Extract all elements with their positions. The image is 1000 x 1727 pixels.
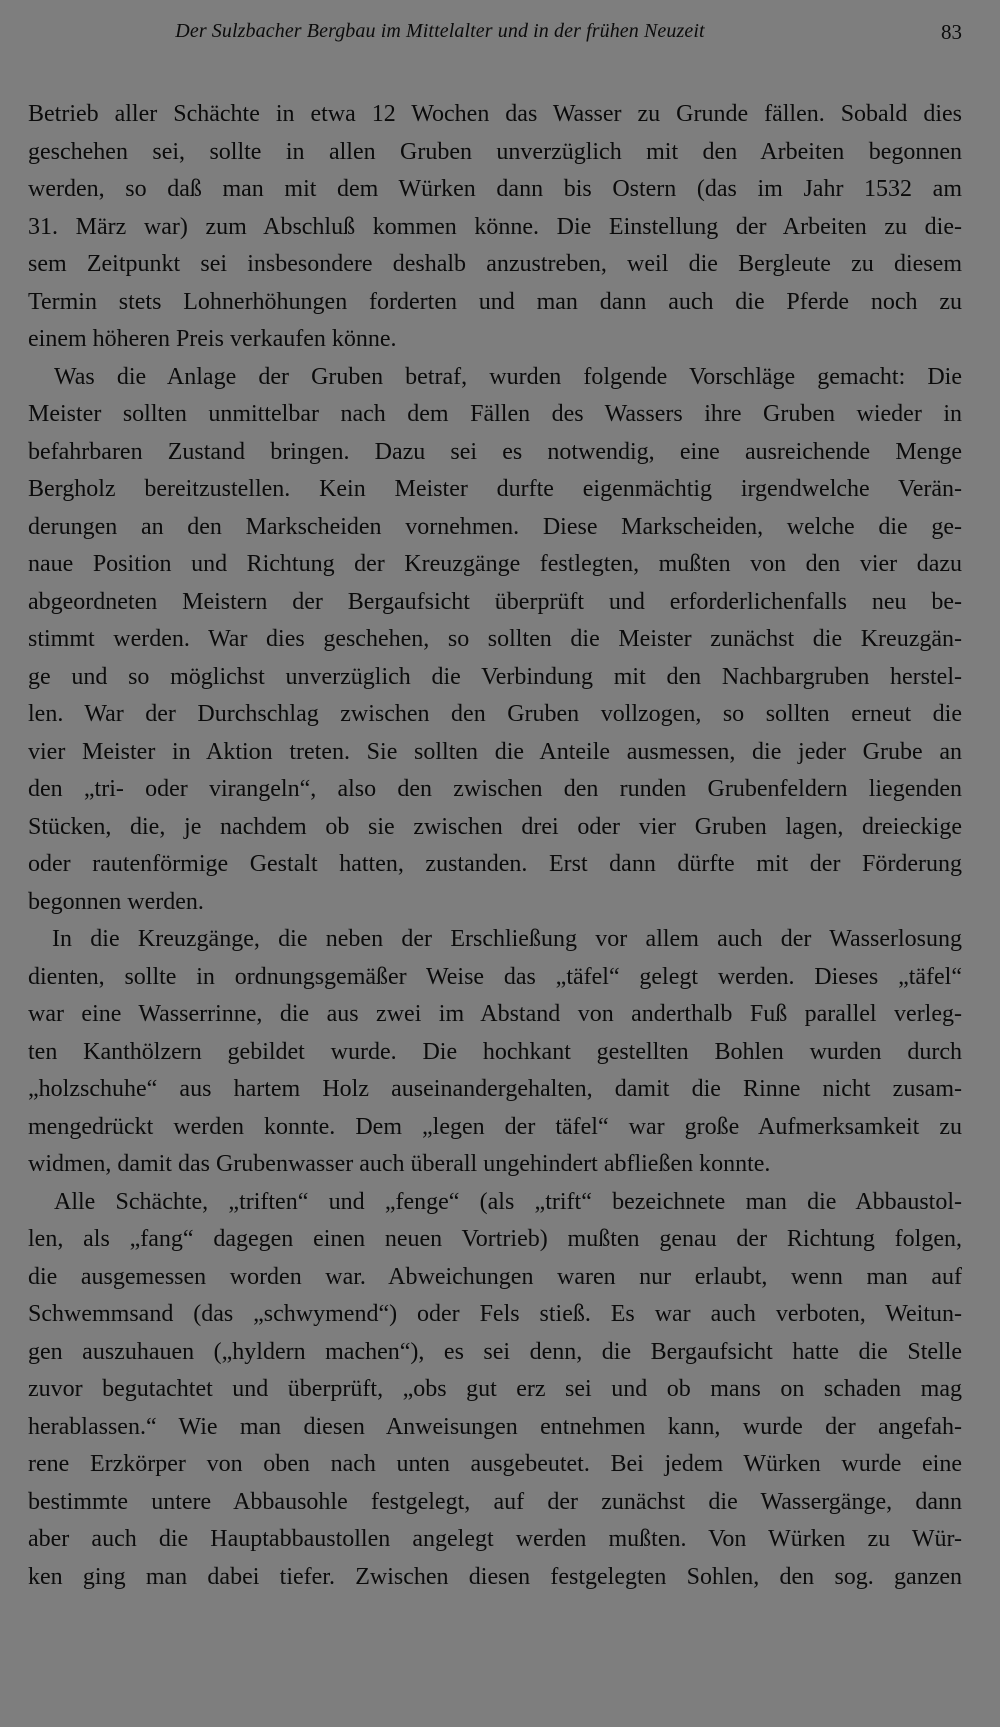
text-line: Betrieb aller Schächte in etwa 12 Wochen das Wasser zu Grunde fällen. Sobald dies [28, 101, 962, 127]
text-line: ken ging man dabei tiefer. Zwischen diesen festgelegten Sohlen, den sog. ganzen [28, 1563, 962, 1590]
text-line: bestimmte untere Abbausohle festgelegt, auf der zunächst die Wassergänge, dann [28, 1488, 962, 1515]
text-line: „holzschuhe“ aus hartem Holz auseinandergehalten, damit die Rinne nicht zusam- [28, 1076, 962, 1102]
text-line: naue Position und Richtung der Kreuzgänge festlegten, mußten von den vier dazu [28, 551, 962, 577]
text-line: herablassen.“ Wie man diesen Anweisungen entnehmen kann, wurde der angefah- [28, 1413, 962, 1440]
text-line: rene Erzkörper von oben nach unten ausgebeutet. Bei jedem Würken wurde eine [28, 1451, 962, 1477]
text-line: Stücken, die, je nachdem ob sie zwischen drei oder vier Gruben lagen, dreieckige [28, 813, 962, 840]
text-line: ten Kanthölzern gebildet wurde. Die hochkant gestellten Bohlen wurden durch [28, 1038, 962, 1065]
text-line: len. War der Durchschlag zwischen den Gruben vollzogen, so sollten erneut die [28, 701, 962, 727]
text-line: Alle Schächte, „triften“ und „fenge“ (als „trift“ bezeichnete man die Abbaustol- [54, 1188, 962, 1215]
text-line: Termin stets Lohnerhöhungen forderten und man dann auch die Pferde noch zu [28, 288, 962, 315]
body-text [28, 96, 962, 1596]
text-line: zuvor begutachtet und überprüft, „obs gut erz sei und ob mans on schaden mag [28, 1376, 962, 1402]
text-line: Was die Anlage der Gruben betraf, wurden folgende Vorschläge gemacht: Die [54, 363, 962, 390]
text-line: mengedrückt werden konnte. Dem „legen der täfel“ war große Aufmerksamkeit zu [28, 1113, 962, 1140]
text-line: vier Meister in Aktion treten. Sie sollten die Anteile ausmessen, die jeder Grube an [28, 738, 962, 765]
text-line: einem höheren Preis verkaufen könne. [28, 326, 397, 352]
text-line: werden, so daß man mit dem Würken dann bis Ostern (das im Jahr 1532 am [28, 176, 962, 202]
running-head [28, 20, 962, 56]
text-line: Schwemmsand (das „schwymend“) oder Fels stieß. Es war auch verboten, Weitun- [28, 1301, 962, 1327]
text-line: ge und so möglichst unverzüglich die Verbindung mit den Nachbargruben herstel- [28, 663, 962, 690]
text-line: befahrbaren Zustand bringen. Dazu sei es notwendig, eine ausreichende Menge [28, 438, 962, 465]
text-line: Meister sollten unmittelbar nach dem Fällen des Wassers ihre Gruben wieder in [28, 401, 962, 427]
text-line: widmen, damit das Grubenwasser auch überall ungehindert abfließen konnte. [28, 1151, 771, 1177]
running-title: Der Sulzbacher Bergbau im Mittelalter und in der frühen Neuzeit [175, 20, 705, 42]
text-line: den „tri- oder virangeln“, also den zwischen den runden Grubenfeldern liegenden [28, 776, 962, 802]
text-line: In die Kreuzgänge, die neben der Erschließung vor allem auch der Wasserlosung [52, 926, 962, 952]
text-line: sem Zeitpunkt sei insbesondere deshalb anzustreben, weil die Bergleute zu diesem [28, 251, 962, 277]
text-line: war eine Wasserrinne, die aus zwei im Abstand von anderthalb Fuß parallel verleg- [28, 1001, 962, 1027]
page-number: 83 [941, 20, 962, 44]
text-line: begonnen werden. [28, 888, 204, 915]
text-line: abgeordneten Meistern der Bergaufsicht überprüft und erforderlichenfalls neu be- [28, 588, 962, 615]
text-line: oder rautenförmige Gestalt hatten, zustanden. Erst dann dürfte mit der Förderung [28, 851, 962, 877]
text-line: Bergholz bereitzustellen. Kein Meister durfte eigenmächtig irgendwelche Verän- [28, 476, 962, 502]
text-line: stimmt werden. War dies geschehen, so sollten die Meister zunächst die Kreuzgän- [28, 626, 962, 652]
text-line: derungen an den Markscheiden vornehmen. Diese Markscheiden, welche die ge- [28, 513, 962, 540]
text-line: dienten, sollte in ordnungsgemäßer Weise das „täfel“ gelegt werden. Dieses „täfel“ [28, 963, 962, 990]
text-line: len, als „fang“ dagegen einen neuen Vortrieb) mußten genau der Richtung folgen, [28, 1226, 962, 1252]
text-line: geschehen sei, sollte in allen Gruben unverzüglich mit den Arbeiten begonnen [28, 138, 962, 165]
text-line: 31. März war) zum Abschluß kommen könne. Die Einstellung der Arbeiten zu die- [28, 213, 962, 240]
text-line: aber auch die Hauptabbaustollen angelegt werden mußten. Von Würken zu Wür- [28, 1526, 962, 1552]
text-line: die ausgemessen worden war. Abweichungen waren nur erlaubt, wenn man auf [28, 1263, 962, 1290]
text-line: gen auszuhauen („hyldern machen“), es sei denn, die Bergaufsicht hatte die Stelle [28, 1338, 962, 1365]
